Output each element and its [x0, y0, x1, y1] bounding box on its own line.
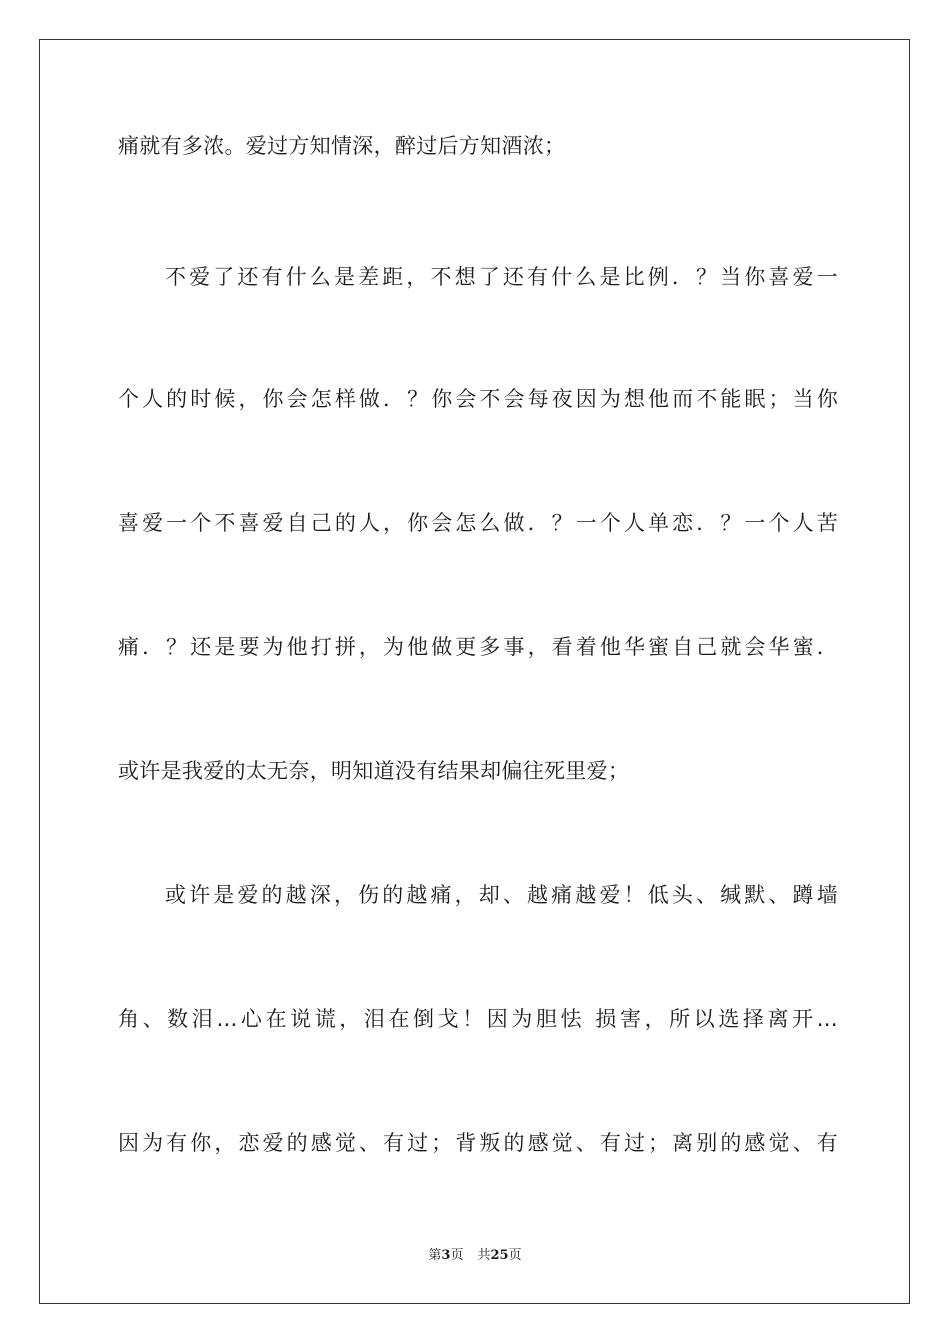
- body-line: 角、数泪…心在说谎，泪在倒戈！因为胆怯 损害，所以选择离开…: [118, 1007, 838, 1031]
- page-border: [39, 39, 910, 1304]
- body-line: 或许是我爱的太无奈，明知道没有结果却偏往死里爱；: [118, 759, 630, 783]
- page-prefix: 第: [428, 1248, 442, 1263]
- total-prefix: 共: [477, 1248, 491, 1263]
- body-line: 或许是爱的越深，伤的越痛，却、越痛越爱！低头、缄默、蹲墙: [165, 883, 838, 907]
- page-current: 3: [441, 1248, 451, 1263]
- body-line: 痛就有多浓。爱过方知情深，醉过后方知酒浓；: [118, 134, 566, 158]
- body-line: 因为有你，恋爱的感觉、有过；背叛的感觉、有过；离别的感觉、有: [118, 1131, 838, 1155]
- body-line: 个人的时候，你会怎样做．？你会不会每夜因为想他而不能眠；当你: [118, 387, 838, 411]
- body-line: 喜爱一个不喜爱自己的人，你会怎么做．？一个人单恋．？一个人苦: [118, 511, 838, 535]
- page-footer: [0, 1247, 950, 1265]
- page-total: 25: [490, 1248, 509, 1263]
- body-line: 不爱了还有什么是差距，不想了还有什么是比例．？当你喜爱一: [165, 265, 838, 289]
- page-suffix: 页: [450, 1248, 464, 1263]
- total-suffix: 页: [508, 1248, 522, 1263]
- body-line: 痛．？还是要为他打拼，为他做更多事，看着他华蜜自己就会华蜜．: [118, 635, 838, 659]
